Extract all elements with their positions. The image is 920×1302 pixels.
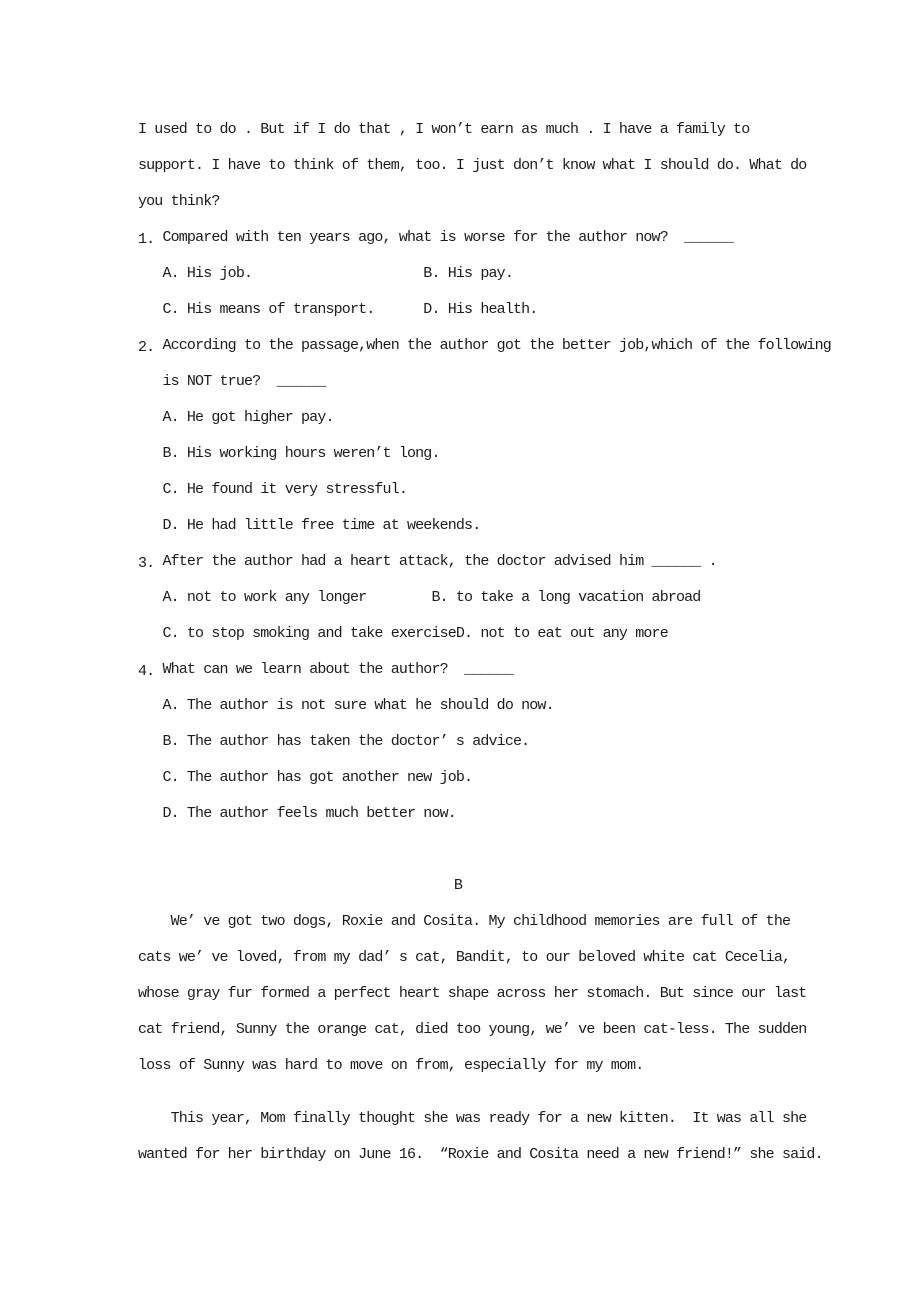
question-2-option-a: A. He got higher pay. (138, 409, 334, 426)
question-4-option-b: B. The author has taken the doctor’ s advice. (138, 733, 530, 750)
question-4-option-a: A. The author is not sure what he should do now. (138, 697, 554, 714)
question-2 (138, 328, 838, 364)
passage-b-paragraph-1-line-4: cat friend, Sunny the orange cat, died too young, we’ ve been cat-less. The sudden (138, 1021, 807, 1038)
question-1-number: 1. (138, 231, 155, 248)
passage-b-paragraph-1-line-3: whose gray fur formed a perfect heart shape across her stomach. But since our last (138, 985, 807, 1002)
question-3 (138, 544, 838, 580)
question-2-option-c: C. He found it very stressful. (138, 481, 407, 498)
passage-b-paragraph-1-line-5: loss of Sunny was hard to move on from, especially for my mom. (138, 1057, 644, 1074)
passage-b-paragraph-1-line-1: We’ ve got two dogs, Roxie and Cosita. My childhood memories are full of the (138, 913, 791, 930)
document-text (138, 112, 838, 1173)
question-4-option-d: D. The author feels much better now. (138, 805, 456, 822)
passage-a-line-3: you think? (138, 193, 220, 210)
question-3-text: After the author had a heart attack, the doctor advised him ______ . (154, 553, 717, 570)
question-1-options-row-2: C. His means of transport. D. His health. (138, 301, 538, 318)
question-2-option-d: D. He had little free time at weekends. (138, 517, 481, 534)
question-4-number: 4. (138, 663, 155, 680)
question-3-number: 3. (138, 555, 155, 572)
question-2-option-b: B. His working hours weren’t long. (138, 445, 440, 462)
question-4 (138, 652, 838, 688)
passage-a-line-2: support. I have to think of them, too. I just don’t know what I should do. What do (138, 157, 807, 174)
question-4-text: What can we learn about the author? ______ (154, 661, 513, 678)
question-3-options-row-2: C. to stop smoking and take exerciseD. not to eat out any more (138, 625, 668, 642)
question-4-option-c: C. The author has got another new job. (138, 769, 473, 786)
passage-b-paragraph-1-line-2: cats we’ ve loved, from my dad’ s cat, Bandit, to our beloved white cat Cecelia, (138, 949, 791, 966)
question-1-text: Compared with ten years ago, what is worse for the author now? ______ (154, 229, 734, 246)
passage-b-paragraph-2-line-1: This year, Mom finally thought she was ready for a new kitten. It was all she (138, 1110, 807, 1127)
question-2-continued: is NOT true? ______ (138, 373, 326, 390)
question-2-number: 2. (138, 339, 155, 356)
question-3-options-row-1: A. not to work any longer B. to take a long vacation abroad (138, 589, 701, 606)
question-2-text: According to the passage,when the author got the better job,which of the following (154, 337, 831, 354)
question-1 (138, 220, 838, 256)
passage-b-paragraph-2-line-2: wanted for her birthday on June 16. “Roxie and Cosita need a new friend!” she said. (138, 1146, 823, 1163)
section-b-heading: B (453, 877, 463, 894)
blank-spacer (138, 832, 838, 868)
passage-a-line-1: I used to do . But if I do that , I won’t earn as much . I have a family to (138, 121, 750, 138)
question-1-options-row-1: A. His job. B. His pay. (138, 265, 513, 282)
